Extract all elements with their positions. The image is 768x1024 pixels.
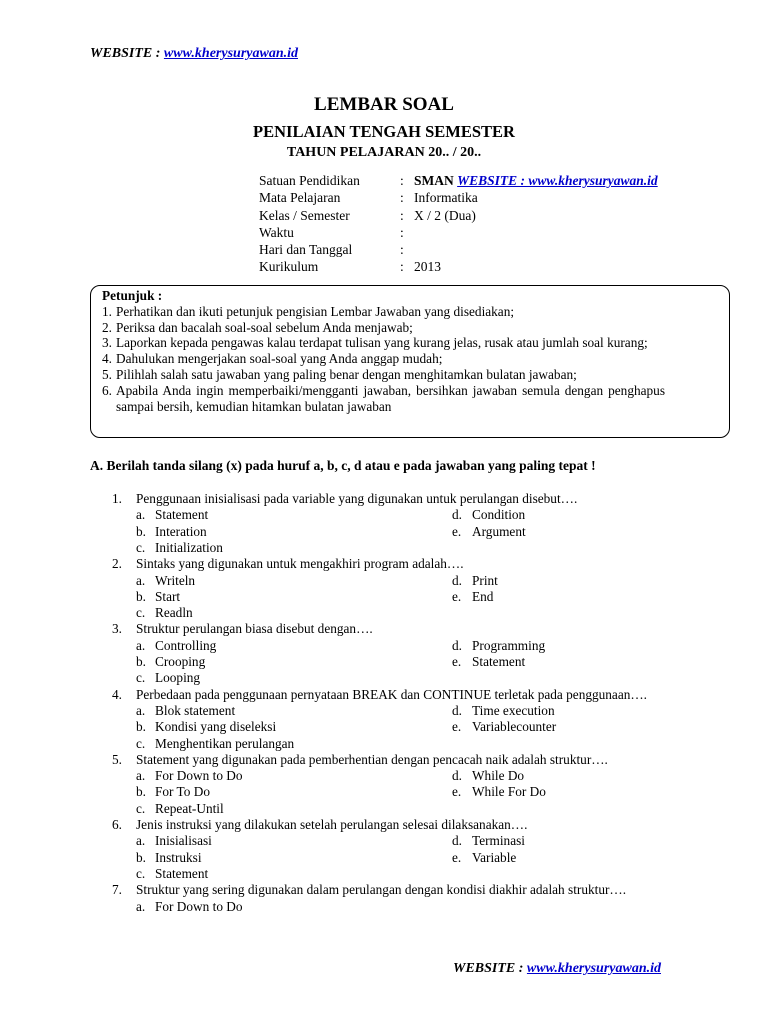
info-colon: : [400, 259, 404, 275]
instruction-text: Perhatikan dan ikuti petunjuk pengisian Lembar Jawaban yang disediakan; [116, 303, 515, 319]
info-website-link[interactable]: WEBSITE : www.kherysuryawan.id [457, 173, 658, 188]
option-letter-c: c. [136, 865, 146, 881]
option-e: While For Do [472, 784, 546, 800]
footer-website-link[interactable]: www.kherysuryawan.id [526, 961, 661, 976]
option-a: For Down to Do [155, 898, 243, 914]
page-title: LEMBAR SOAL [314, 94, 454, 115]
info-key: Mata Pelajaran [259, 190, 341, 206]
info-colon: : [400, 242, 404, 258]
option-a: Inisialisasi [155, 833, 212, 849]
header-website [90, 46, 298, 62]
instruction-text: Dahulukan mengerjakan soal-soal yang Anda anggap mudah; [116, 351, 443, 367]
option-b: Crooping [155, 654, 206, 669]
instruction-text: Periksa dan bacalah soal-soal sebelum Anda menjawab; [116, 319, 413, 335]
info-key: Satuan Pendidikan [259, 173, 360, 188]
option-letter-c: c. [136, 800, 146, 816]
option-letter-b: b. [136, 784, 146, 800]
option-e: Statement [472, 654, 526, 669]
header-website-label: WEBSITE : [90, 46, 164, 61]
option-letter-b: b. [136, 719, 146, 735]
option-letter-e: e. [452, 784, 462, 800]
question-number: 7. [112, 882, 122, 898]
info-value: SMAN [414, 173, 454, 188]
info-key: Kurikulum [259, 259, 319, 275]
option-b: Start [155, 588, 181, 604]
option-b: Interation [155, 523, 207, 539]
option-letter-a: a. [136, 768, 146, 784]
option-letter-e: e. [452, 719, 462, 735]
option-letter-d: d. [452, 572, 462, 588]
option-letter-e: e. [452, 523, 462, 539]
option-letter-e: e. [452, 849, 462, 865]
info-colon: : [400, 224, 404, 240]
question-text: Jenis instruksi yang dilakukan setelah perulangan selesai dilaksanakan…. [136, 817, 528, 832]
option-b: Instruksi [155, 849, 202, 865]
question-text: Sintaks yang digunakan untuk mengakhiri program adalah…. [136, 556, 464, 572]
option-letter-b: b. [136, 654, 146, 669]
question-text: Struktur yang sering digunakan dalam perulangan dengan kondisi diakhir adalah struktur…. [136, 882, 627, 898]
option-letter-d: d. [452, 507, 462, 523]
option-a: Blok statement [155, 702, 236, 718]
option-letter-d: d. [452, 768, 462, 784]
option-d: Programming [472, 637, 546, 653]
instruction-item: 2. Periksa dan bacalah soal-soal sebelum Anda menjawab; [102, 320, 665, 336]
option-letter-b: b. [136, 523, 146, 539]
option-letter-c: c. [136, 539, 146, 555]
question-number: 6. [112, 817, 122, 832]
question-number: 2. [112, 556, 122, 572]
option-letter-c: c. [136, 735, 146, 751]
instruction-item: 5. Pilihlah salah satu jawaban yang paling benar dengan menghitamkan bulatan jawaban; [102, 367, 665, 383]
option-a: Statement [155, 507, 209, 523]
question-number: 3. [112, 621, 122, 637]
option-letter-a: a. [136, 572, 146, 588]
option-c: Statement [155, 865, 209, 881]
option-d: Terminasi [472, 833, 525, 849]
option-c: Initialization [155, 539, 223, 555]
option-c: Repeat-Until [155, 800, 224, 816]
option-c: Menghentikan perulangan [155, 735, 295, 751]
option-c: Readln [155, 605, 193, 621]
footer-website [453, 961, 661, 977]
info-colon: : [400, 190, 404, 206]
option-letter-d: d. [452, 637, 462, 653]
info-value: X / 2 (Dua) [414, 207, 476, 223]
question-number: 4. [112, 686, 122, 702]
option-e: Argument [472, 523, 526, 539]
option-letter-a: a. [136, 507, 146, 523]
footer-website-label: WEBSITE : [453, 961, 527, 976]
header-website-link[interactable]: www.kherysuryawan.id [163, 46, 298, 61]
option-a: Writeln [155, 572, 196, 588]
option-letter-a: a. [136, 702, 146, 718]
option-letter-a: a. [136, 898, 146, 914]
option-b: Kondisi yang diseleksi [155, 719, 277, 735]
section-a-heading: A. Berilah tanda silang (x) pada huruf a, b, c, d atau e pada jawaban yang paling tepat ! [90, 458, 596, 473]
option-d: Condition [472, 507, 526, 523]
question-text: Penggunaan inisialisasi pada variable yang digunakan untuk perulangan disebut…. [136, 491, 578, 506]
option-letter-c: c. [136, 605, 146, 621]
option-letter-a: a. [136, 833, 146, 849]
question-number: 5. [112, 751, 122, 767]
instructions-title: Petunjuk : [102, 288, 163, 303]
info-key: Waktu [259, 224, 294, 240]
option-letter-e: e. [452, 588, 462, 604]
option-e: End [472, 588, 494, 604]
option-letter-a: a. [136, 637, 146, 653]
question-text: Struktur perulangan biasa disebut dengan…. [136, 621, 373, 637]
info-colon: : [400, 207, 404, 223]
option-letter-d: d. [452, 702, 462, 718]
option-letter-d: d. [452, 833, 462, 849]
instruction-item: 3. Laporkan kepada pengawas kalau terdapat tulisan yang kurang jelas, rusak atau jumlah soal kurang; [102, 335, 665, 351]
option-b: For To Do [155, 784, 210, 800]
option-e: Variable [472, 849, 517, 865]
option-letter-c: c. [136, 670, 146, 686]
option-letter-e: e. [452, 654, 462, 669]
option-e: Variablecounter [472, 719, 557, 735]
instruction-text: Apabila Anda ingin memperbaiki/mengganti jawaban, bersihkan jawaban semula dengan penghapus sampai bersih, kemudian hitamkan bulatan jawaban [116, 382, 665, 414]
instruction-text: Laporkan kepada pengawas kalau terdapat tulisan yang kurang jelas, rusak atau jumlah soal kurang; [116, 335, 648, 351]
instructions [102, 288, 665, 414]
question-text: Statement yang digunakan pada pemberhentian dengan pencacah naik adalah struktur…. [136, 751, 608, 767]
info-colon: : [400, 173, 404, 188]
page-subtitle: PENILAIAN TENGAH SEMESTER [253, 122, 515, 141]
info-value: 2013 [414, 259, 441, 275]
option-d: Time execution [472, 702, 555, 718]
option-a: For Down to Do [155, 768, 243, 784]
academic-year: TAHUN PELAJARAN 20.. / 20.. [286, 145, 482, 160]
info-value: Informatika [414, 190, 478, 206]
instruction-item: 1. Perhatikan dan ikuti petunjuk pengisian Lembar Jawaban yang disediakan; [102, 304, 665, 320]
instruction-text: Pilihlah salah satu jawaban yang paling benar dengan menghitamkan bulatan jawaban; [116, 366, 577, 382]
option-c: Looping [155, 670, 201, 686]
option-d: While Do [472, 768, 525, 784]
instruction-item: 4. Dahulukan mengerjakan soal-soal yang Anda anggap mudah; [102, 351, 665, 367]
option-letter-b: b. [136, 849, 146, 865]
info-value-wrap [414, 172, 658, 189]
question-number: 1. [112, 491, 122, 506]
option-d: Print [472, 572, 498, 588]
question-text: Perbedaan pada penggunaan pernyataan BREAK dan CONTINUE terletak pada penggunaan…. [136, 686, 648, 702]
info-key: Kelas / Semester [259, 207, 350, 223]
option-a: Controlling [155, 637, 217, 653]
info-key: Hari dan Tanggal [259, 242, 353, 258]
instruction-item: 6. Apabila Anda ingin memperbaiki/mengganti jawaban, bersihkan jawaban semula dengan penghapus sampai bersih, kemudian hitamkan bulatan jawaban [102, 382, 665, 414]
option-letter-b: b. [136, 588, 146, 604]
